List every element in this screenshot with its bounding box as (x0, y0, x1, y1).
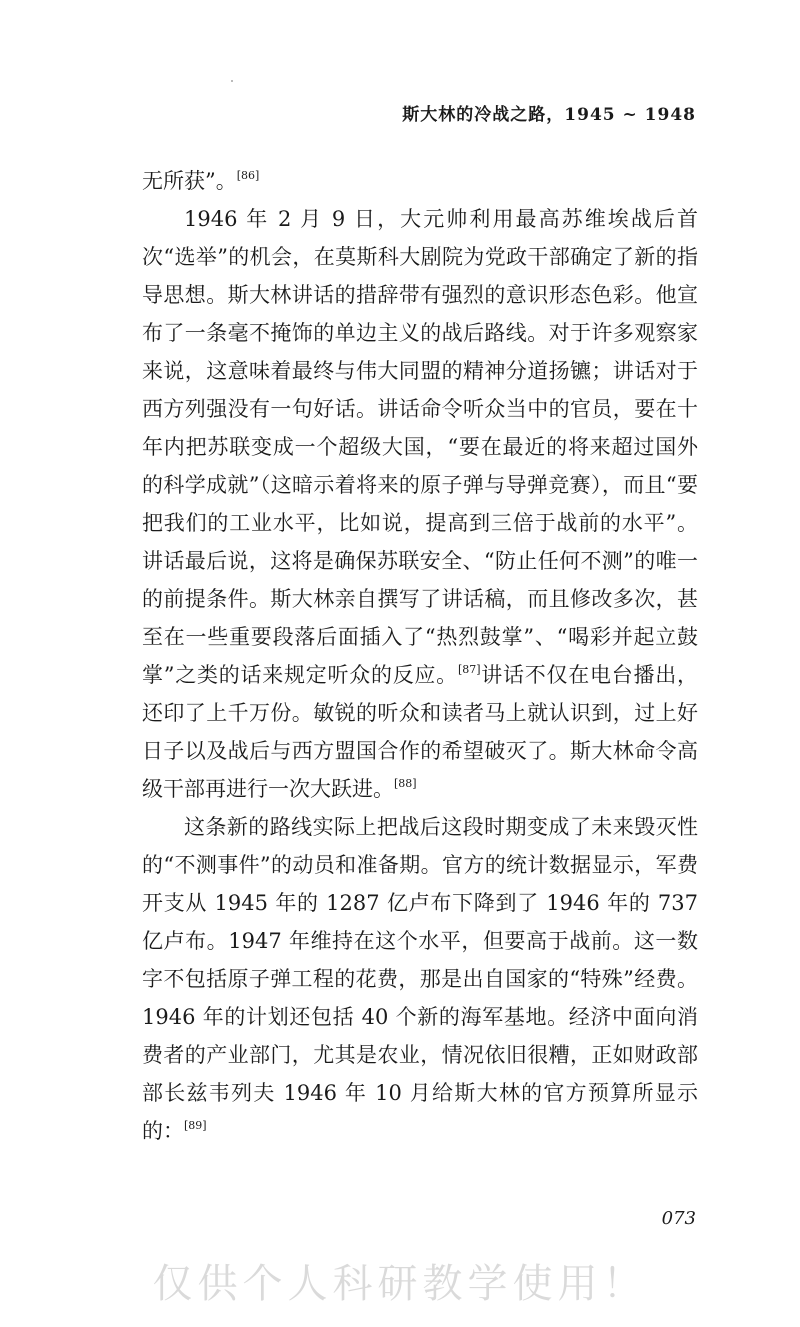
scan-speck (231, 80, 233, 82)
footnote-ref[interactable]: [86] (236, 169, 260, 182)
footnote-ref[interactable]: [89] (184, 1119, 207, 1132)
paragraph-continuation (142, 162, 698, 200)
footnote-ref[interactable]: [88] (394, 777, 417, 790)
watermark: 仅供个人科研教学使用！ (152, 1261, 648, 1307)
paragraph (142, 200, 698, 808)
paragraph-text: 1946 年 2 月 9 日，大元帅利用最高苏维埃战后首次“选举”的机会，在莫斯科大剧院为党政干部确定了新的指导思想。斯大林讲话的措辞带有强烈的意识形态色彩。他宣布了一条毫不掩饰的单边主义的战后路线。对于许多观察家来说，这意味着最终与伟大同盟的精神分道扬镳；讲话对于西方列强没有一句好话。讲话命令听众当中的官员，要在十年内把苏联变成一个超级大国，“要在最近的将来超过国外的科学成就”（这暗示着将来的原子弹与导弹竞赛），而且“要把我们的工业水平，比如说，提高到三倍于战前的水平”。讲话最后说，这将是确保苏联安全、“防止任何不测”的唯一的前提条件。斯大林亲自撰写了讲话稿，而且修改多次，甚至在一些重要段落后面插入了“热烈鼓掌”、“喝彩并起立鼓掌”之类的话来规定听众的反应。 (142, 207, 698, 687)
running-header: 斯大林的冷战之路，1945 ~ 1948 (402, 105, 696, 125)
paragraph-text: 讲话不仅在电台播出，还印了上千万份。敏锐的听众和读者马上就认识到，过上好日子以及战后与西方盟国合作的希望破灭了。斯大林命令高级干部再进行一次大跃进。 (142, 663, 698, 801)
page-number: 073 (661, 1208, 696, 1229)
footnote-ref[interactable]: [87] (457, 663, 481, 676)
paragraph (142, 808, 698, 1150)
body-text (142, 162, 698, 1150)
paragraph-text: 这条新的路线实际上把战后这段时期变成了未来毁灭性的“不测事件”的动员和准备期。官方的统计数据显示，军费开支从 1945 年的 1287 亿卢布下降到了 1946 年的 737 亿卢布。1947 年维持在这个水平，但要高于战前。这一数字不包括原子弹工程的花费，那是出自国家的“特殊”经费。1946 年的计划还包括 40 个新的海军基地。经济中面向消费者的产业部门，尤其是农业，情况依旧很糟，正如财政部部长兹韦列夫 1946 年 10 月给斯大林的官方预算所显示的： (142, 815, 698, 1143)
paragraph-text: 无所获”。 (142, 169, 237, 193)
